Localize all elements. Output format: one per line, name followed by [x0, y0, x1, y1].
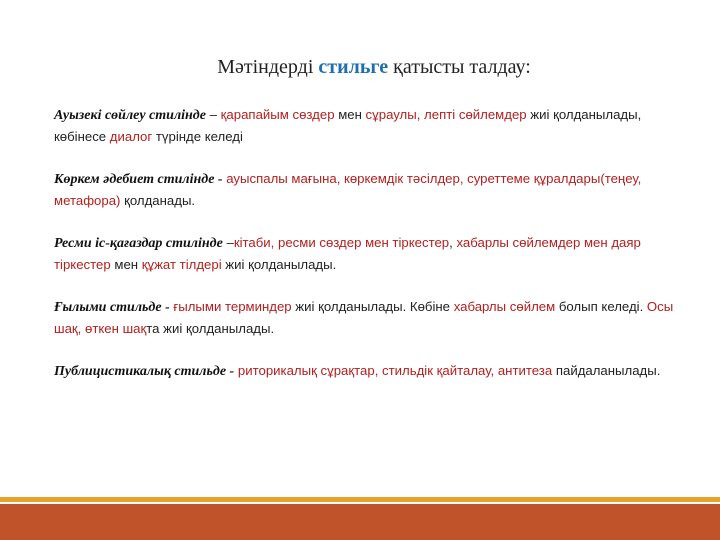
paragraph-text: та жиі қолданылады. — [146, 321, 275, 336]
highlight-text: ғылыми терминдер — [173, 299, 292, 314]
paragraph-text: пайдаланылады. — [552, 363, 661, 378]
paragraph-text: болып келеді. — [555, 299, 647, 314]
paragraph-term: Көркем әдебиет стилінде - — [54, 172, 223, 187]
highlight-text: Осы шақ, өткен шақ — [54, 299, 674, 336]
title-text-after: қатысты талдау: — [388, 56, 531, 78]
paragraph-text: мен — [334, 107, 366, 122]
paragraph-term: Ауызекі сөйлеу стилінде — [54, 108, 206, 123]
title-accent-word: стильге — [318, 56, 389, 78]
highlight-text: кітаби, ресми сөздер мен тіркестер — [233, 235, 450, 250]
paragraph-colloquial-style — [54, 104, 694, 147]
highlight-text: құжат тілдері — [141, 257, 222, 272]
highlight-text: риторикалық сұрақтар, стильдік қайталау, антитеза — [237, 363, 553, 378]
paragraph-scientific-style — [54, 296, 694, 339]
paragraph-term: Публицистикалық стильде - — [54, 364, 235, 379]
paragraph-text: түрінде келеді — [152, 129, 243, 144]
highlight-text: хабарлы сөйлем — [453, 299, 556, 314]
paragraph-text: жиі қолданылады, көбінесе — [54, 107, 642, 144]
paragraph-text: – — [222, 235, 234, 250]
highlight-text: хабарлы сөйлемдер мен даяр тіркестер — [54, 235, 641, 272]
highlight-text: диалог — [109, 129, 153, 144]
footer-accent-bar — [0, 497, 720, 502]
footer-bar — [0, 504, 720, 540]
paragraph-publicistic-style — [54, 360, 694, 382]
title-text-before: Мәтіндерді — [217, 56, 319, 78]
highlight-text: сұраулы, лепті сөйлемдер — [365, 107, 527, 122]
paragraph-text: жиі қолданылады. — [221, 257, 337, 272]
paragraph-text: мен — [110, 257, 142, 272]
paragraph-text: , — [449, 235, 457, 250]
paragraph-literary-style — [54, 168, 694, 211]
highlight-text: қарапайым сөздер — [220, 107, 335, 122]
slide-title — [0, 56, 720, 79]
paragraph-official-style — [54, 232, 694, 275]
highlight-text: ауыспалы мағына, көркемдік тәсілдер, суреттеме құралдары(теңеу, метафора) — [54, 171, 642, 208]
paragraph-text: – — [205, 107, 221, 122]
paragraph-term: Ресми іс-қағаздар стилінде — [54, 236, 223, 251]
paragraph-term: Ғылыми стильде - — [54, 300, 170, 315]
paragraph-text: жиі қолданылады. Көбіне — [291, 299, 454, 314]
style-analysis-list — [54, 104, 694, 403]
paragraph-text: қолданады. — [120, 193, 196, 208]
